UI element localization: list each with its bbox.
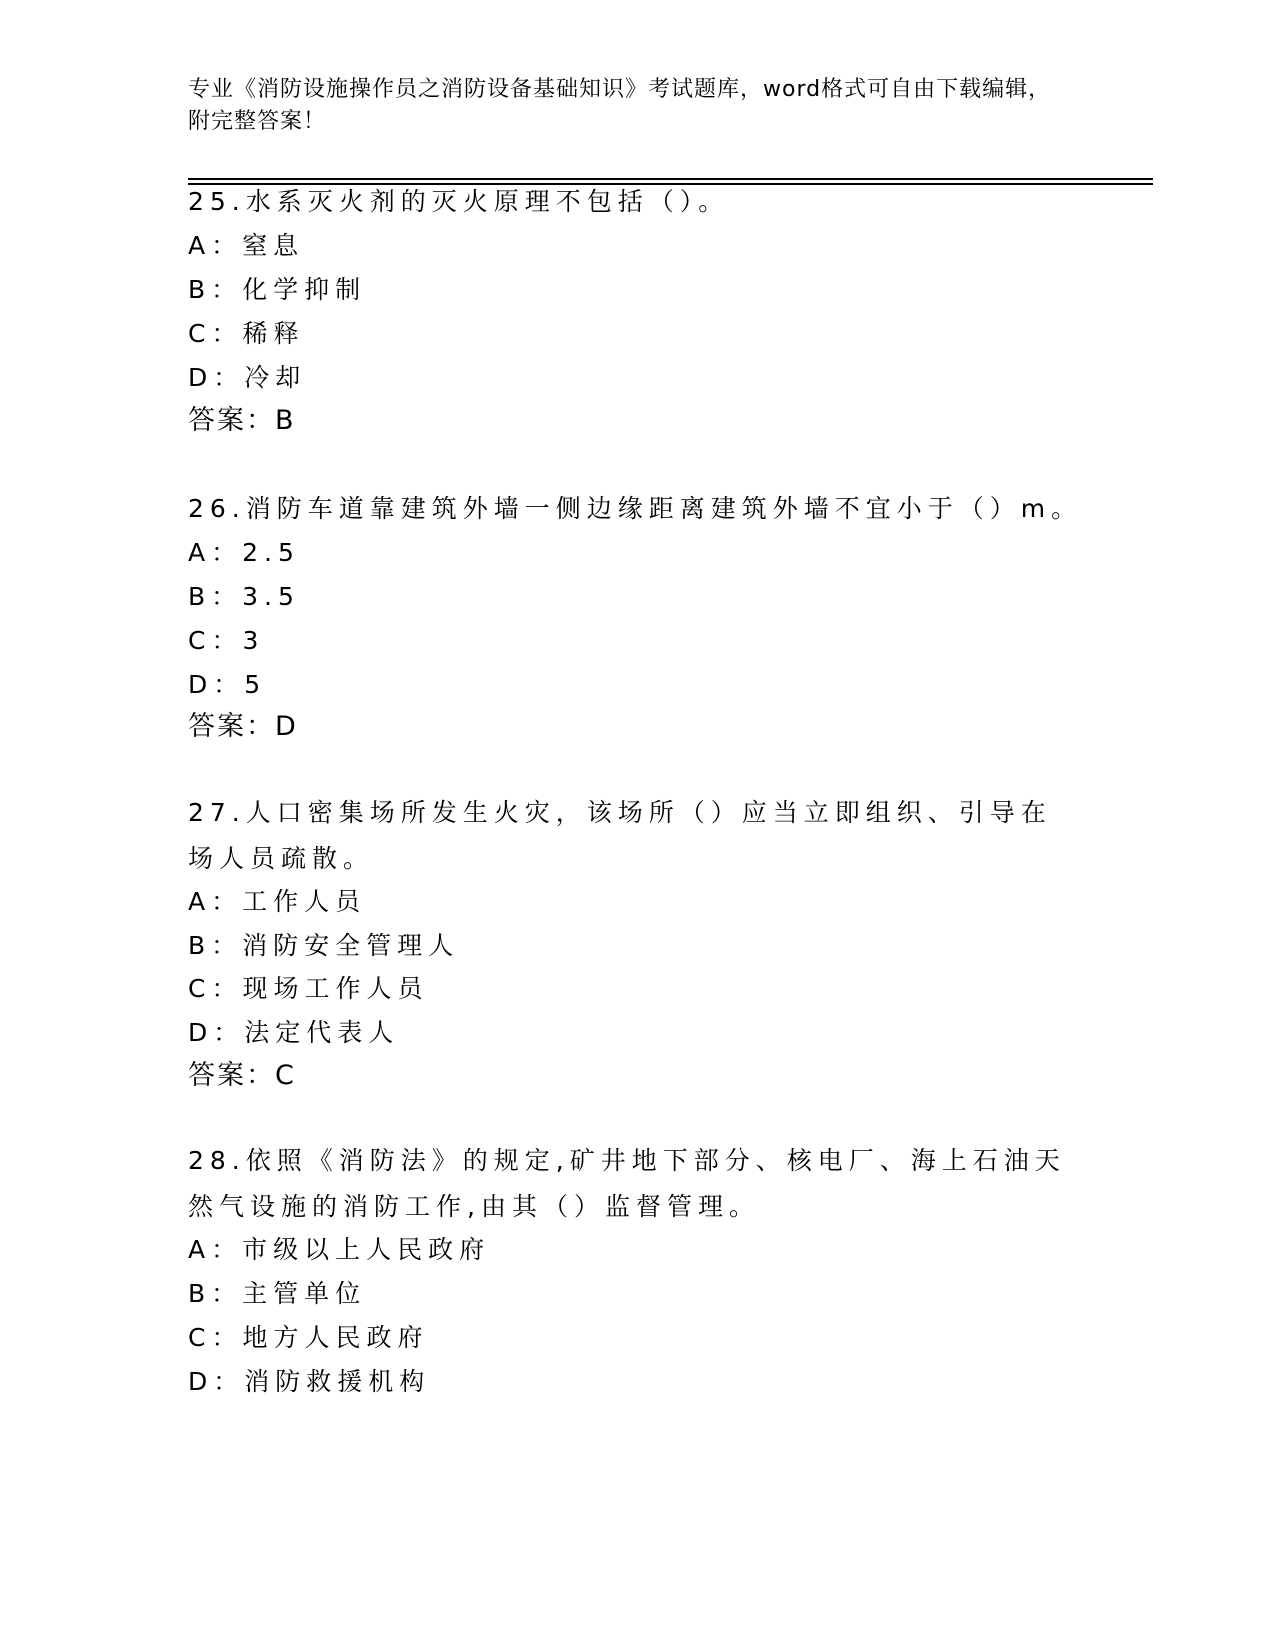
option-c: C：3 [188, 626, 265, 655]
document-header: 专业《消防设施操作员之消防设备基础知识》考试题库，word格式可自由下载编辑，附完整答案！ [188, 77, 1052, 134]
answer: 答案：D [188, 711, 298, 742]
option-d: D：冷却 [188, 363, 307, 392]
option-a: A：窒息 [188, 231, 305, 260]
option-c: C：地方人民政府 [188, 1323, 429, 1352]
header-divider-top [188, 178, 1153, 180]
header-divider-bottom [188, 183, 1153, 185]
option-a: A：市级以上人民政府 [188, 1235, 491, 1264]
question-stem: 28.依照《消防法》的规定,矿井地下部分、核电厂、海上石油天然气设施的消防工作,由其（）监督管理。 [188, 1146, 1066, 1221]
answer: 答案：C [188, 1060, 296, 1091]
question-stem: 26.消防车道靠建筑外墙一侧边缘距离建筑外墙不宜小于（）m。 [188, 494, 1083, 523]
option-d: D：法定代表人 [188, 1018, 400, 1047]
option-c: C：现场工作人员 [188, 974, 429, 1003]
option-b: B：3.5 [188, 582, 300, 611]
question-stem: 25.水系灭火剂的灭火原理不包括（）。 [188, 187, 730, 216]
answer: 答案：B [188, 405, 296, 436]
option-d: D：5 [188, 670, 267, 699]
option-b: B：化学抑制 [188, 275, 367, 304]
option-b: B：主管单位 [188, 1279, 367, 1308]
option-d: D：消防救援机构 [188, 1367, 431, 1396]
question-stem: 27.人口密集场所发生火灾，该场所（）应当立即组织、引导在场人员疏散。 [188, 798, 1052, 873]
option-c: C：稀释 [188, 319, 305, 348]
option-b: B：消防安全管理人 [188, 931, 460, 960]
option-a: A：工作人员 [188, 887, 367, 916]
option-a: A：2.5 [188, 538, 300, 567]
